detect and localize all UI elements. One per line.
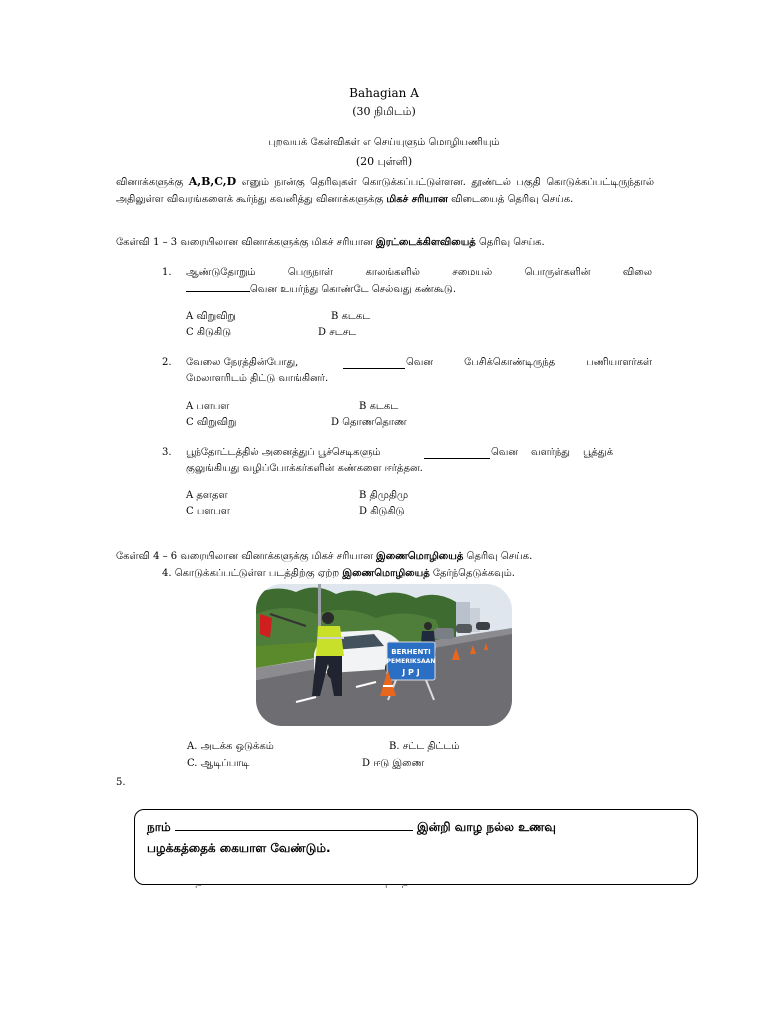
sign-line-3: J P J <box>402 668 420 677</box>
question-5-box-line2: பழக்கத்தைக் கையாள வேண்டும். <box>147 841 331 855</box>
roadblock-photo <box>256 584 512 726</box>
question-1-line1: ஆண்டுதோறும் பெருநாள் காலங்களில் சமையல் பொருள்களின் விலை <box>186 267 652 278</box>
section1-instruction <box>116 237 545 249</box>
section2-suffix: தெரிவு செய்க. <box>466 551 533 562</box>
question-3-option-a: A தளதள <box>186 490 228 501</box>
question-4-prompt <box>162 568 515 580</box>
question-2-option-c: C விறுவிறு <box>186 417 237 428</box>
duration-label: (30 நிமிடம்) <box>352 105 416 118</box>
question-4-option-d: D ஈடு இணை <box>362 758 425 769</box>
box-text-start: நாம் <box>147 820 171 834</box>
question-4-option-c: C. ஆடிப்பாடி <box>187 758 250 769</box>
question-5-box <box>134 809 698 885</box>
question-3-number: 3. <box>162 447 172 458</box>
options-letters: A,B,C,D <box>188 175 237 188</box>
question-2-option-b: B கடகட <box>359 401 399 412</box>
instructions-part3: விடையைத் தெரிவு செய்க. <box>451 194 574 205</box>
instructions-part1: வினாக்களுக்கு <box>116 177 184 188</box>
answer-blank <box>424 447 490 459</box>
section1-suffix: தெரிவு செய்க. <box>479 237 545 248</box>
page-title: Bahagian A <box>349 86 419 100</box>
question-4-prefix: 4. கொடுக்கப்பட்டுள்ள படத்திற்கு ஏற்ற <box>162 568 340 579</box>
section1-prefix: கேள்வி 1 – 3 வரையிலான வினாக்களுக்கு மிகச் சரியான <box>116 237 373 248</box>
question-1-option-b: B கடகட <box>331 311 371 322</box>
question-1-option-c: C கிடுகிடு <box>186 327 232 338</box>
question-3-option-b: B திமுதிமு <box>359 490 409 501</box>
answer-blank <box>343 357 405 369</box>
instructions-paragraph <box>116 173 654 208</box>
sign-line-1: BERHENTI <box>391 648 431 656</box>
section-title: புறவயக் கேள்விகள் எ செய்யுளும் மொழியணியும் <box>268 137 500 148</box>
question-1-option-d: D சடசட <box>318 327 357 338</box>
question-3-line1a: பூந்தோட்டத்தில் அனைத்துப் பூச்செடிகளும் <box>186 447 381 458</box>
question-3-option-d: D கிடுகிடு <box>359 506 405 517</box>
question-4-bold: இணைமொழியைத் <box>342 568 430 579</box>
question-2-number: 2. <box>162 357 172 368</box>
question-2-line1a: வேலை நேரத்தின்போது, <box>186 357 299 368</box>
question-2-line1b: வென பேசிக்கொண்டிருந்த பணியாளர்கள் <box>406 357 652 368</box>
section2-bold: இணைமொழியைத் <box>375 551 464 562</box>
sign-line-2: PEMERIKSAAN <box>386 658 436 665</box>
instructions-bold: மிகச் சரியான <box>386 194 448 205</box>
question-2-line2: மேலாளரிடம் திட்டு வாங்கினர். <box>186 373 329 384</box>
question-2-option-a: A பளபள <box>186 401 230 412</box>
box-text-end: இன்றி வாழ நல்ல உணவு <box>417 820 556 834</box>
question-4-suffix: தேர்ந்தெடுக்கவும். <box>432 568 515 579</box>
marks-label: (20 புள்ளி) <box>355 155 413 168</box>
section1-bold: இரட்டைக்கிளவியைத் <box>375 237 476 248</box>
answer-blank <box>175 830 413 831</box>
question-3-option-c: C பளபள <box>186 506 230 517</box>
question-3-line1b: வென வளர்ந்து பூத்துக் <box>491 447 613 458</box>
question-1-option-a: A விறுவிறு <box>186 311 236 322</box>
section2-prefix: கேள்வி 4 – 6 வரையிலான வினாக்களுக்கு மிகச் சரியான <box>116 551 373 562</box>
question-1-number: 1. <box>162 267 172 278</box>
question-4-option-a: A. அடக்க ஒடுக்கம் <box>187 741 274 752</box>
question-1-line2 <box>186 284 456 296</box>
question-5-number: 5. <box>116 777 126 788</box>
answer-blank <box>186 291 250 292</box>
question-2-option-d: D தொணதொண <box>331 417 407 428</box>
instructions-part2: எனும் நான்கு தெரிவுகள் கொடுக்கப்பட்டுள்ளன. தூண்டல் பகுதி கொடுக்கப்பட்டிருந்தால் அதிலுள்ள விவரங்களைக் கூர்ந்து கவனித்து வினாக்களுக்கு <box>116 177 654 205</box>
question-4-option-b: B. சட்ட திட்டம் <box>389 741 460 752</box>
question-3-line2: குலுங்கியது வழிப்போக்கர்களின் கண்களை ஈர்த்தன. <box>186 463 423 474</box>
question-1-line2-text: வென உயர்ந்து கொண்டே செல்வது கண்கூடு. <box>250 284 457 295</box>
question-5-box-line1 <box>147 820 556 836</box>
section2-instruction <box>116 551 532 563</box>
